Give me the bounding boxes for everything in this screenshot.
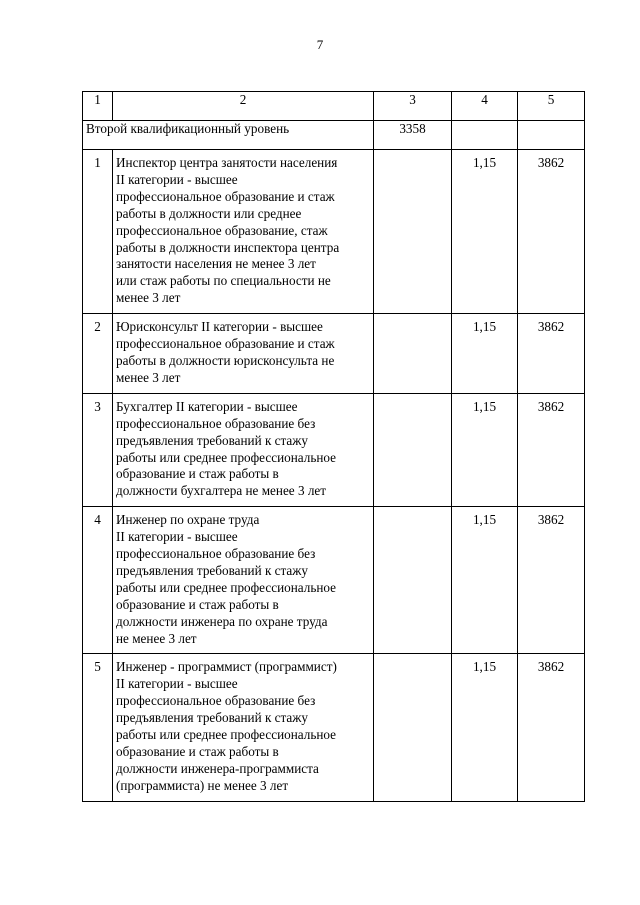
- description-line: Инженер - программист (программист): [116, 659, 337, 675]
- coefficient-cell: 1,15: [452, 507, 518, 654]
- description-line: предъявления требований к стажу: [116, 710, 308, 726]
- salary-table: [82, 91, 585, 802]
- salary-cell: 3862: [518, 150, 585, 314]
- description-line: предъявления требований к стажу: [116, 562, 308, 578]
- description-line: профессиональное образование, стаж: [116, 222, 328, 238]
- position-description: [113, 654, 374, 801]
- salary-cell: 3862: [518, 507, 585, 654]
- description-line: не менее 3 лет: [116, 630, 197, 646]
- description-line: II категории - высшее: [116, 171, 238, 187]
- salary-cell: 3862: [518, 314, 585, 394]
- table-row: [83, 150, 585, 314]
- salary-cell: 3862: [518, 654, 585, 801]
- header-cell: 5: [518, 92, 585, 121]
- empty-cell: [452, 121, 518, 150]
- description-line: Инженер по охране труда: [116, 512, 260, 528]
- row-number: 1: [83, 150, 113, 314]
- empty-cell: [518, 121, 585, 150]
- qualification-level-label: Второй квалификационный уровень: [83, 121, 374, 150]
- description-line: II категории - высшее: [116, 529, 238, 545]
- header-cell: 2: [113, 92, 374, 121]
- description-line: Бухгалтер II категории - высшее: [116, 398, 298, 414]
- description-line: работы или среднее профессиональное: [116, 727, 337, 743]
- description-line: занятости населения не менее 3 лет: [116, 256, 316, 272]
- table-row: [83, 654, 585, 801]
- description-line: профессиональное образование и стаж: [116, 188, 335, 204]
- description-line: Юрисконсульт II категории - высшее: [116, 319, 323, 335]
- description-line: менее 3 лет: [116, 290, 181, 306]
- description-line: II категории - высшее: [116, 676, 238, 692]
- position-description: [113, 393, 374, 506]
- description-line: должности инженера по охране труда: [116, 613, 328, 629]
- position-description: [113, 150, 374, 314]
- description-line: образование и стаж работы в: [116, 596, 279, 612]
- coefficient-cell: 1,15: [452, 150, 518, 314]
- row-number: 5: [83, 654, 113, 801]
- description-line: профессиональное образование и стаж: [116, 336, 335, 352]
- description-line: работы или среднее профессиональное: [116, 449, 337, 465]
- table-body: [83, 92, 585, 802]
- base-salary-cell: [374, 654, 452, 801]
- description-line: Инспектор центра занятости населения: [116, 155, 338, 170]
- coefficient-cell: 1,15: [452, 314, 518, 394]
- row-number: 2: [83, 314, 113, 394]
- salary-cell: 3862: [518, 393, 585, 506]
- description-line: образование и стаж работы в: [116, 744, 279, 759]
- description-line: профессиональное образование без: [116, 415, 316, 431]
- base-salary-cell: [374, 393, 452, 506]
- description-line: (программиста) не менее 3 лет: [116, 777, 289, 793]
- table-row: [83, 393, 585, 506]
- header-cell: 3: [374, 92, 452, 121]
- description-line: или стаж работы по специальности не: [116, 273, 331, 289]
- description-line: профессиональное образование без: [116, 693, 316, 709]
- header-cell: 1: [83, 92, 113, 121]
- base-salary-cell: [374, 314, 452, 394]
- table-row: [83, 507, 585, 654]
- row-number: 4: [83, 507, 113, 654]
- description-line: работы в должности инспектора центра: [116, 239, 340, 255]
- coefficient-cell: 1,15: [452, 393, 518, 506]
- description-line: работы или среднее профессиональное: [116, 579, 337, 595]
- position-description: [113, 507, 374, 654]
- page-number: 7: [316, 37, 324, 52]
- header-row: [83, 92, 585, 121]
- position-description: [113, 314, 374, 394]
- base-salary-cell: [374, 150, 452, 314]
- table-row: [83, 314, 585, 394]
- coefficient-cell: 1,15: [452, 654, 518, 801]
- description-line: профессиональное образование без: [116, 546, 316, 562]
- description-line: должности инженера-программиста: [116, 760, 319, 776]
- description-line: предъявления требований к стажу: [116, 432, 308, 448]
- qualification-level-row: [83, 121, 585, 150]
- qualification-level-value: 3358: [374, 121, 452, 150]
- description-line: работы в должности юрисконсульта не: [116, 352, 335, 368]
- description-line: работы в должности или среднее: [116, 205, 302, 221]
- description-line: менее 3 лет: [116, 369, 181, 385]
- header-cell: 4: [452, 92, 518, 121]
- description-line: должности бухгалтера не менее 3 лет: [116, 483, 327, 499]
- description-line: образование и стаж работы в: [116, 466, 279, 482]
- base-salary-cell: [374, 507, 452, 654]
- row-number: 3: [83, 393, 113, 506]
